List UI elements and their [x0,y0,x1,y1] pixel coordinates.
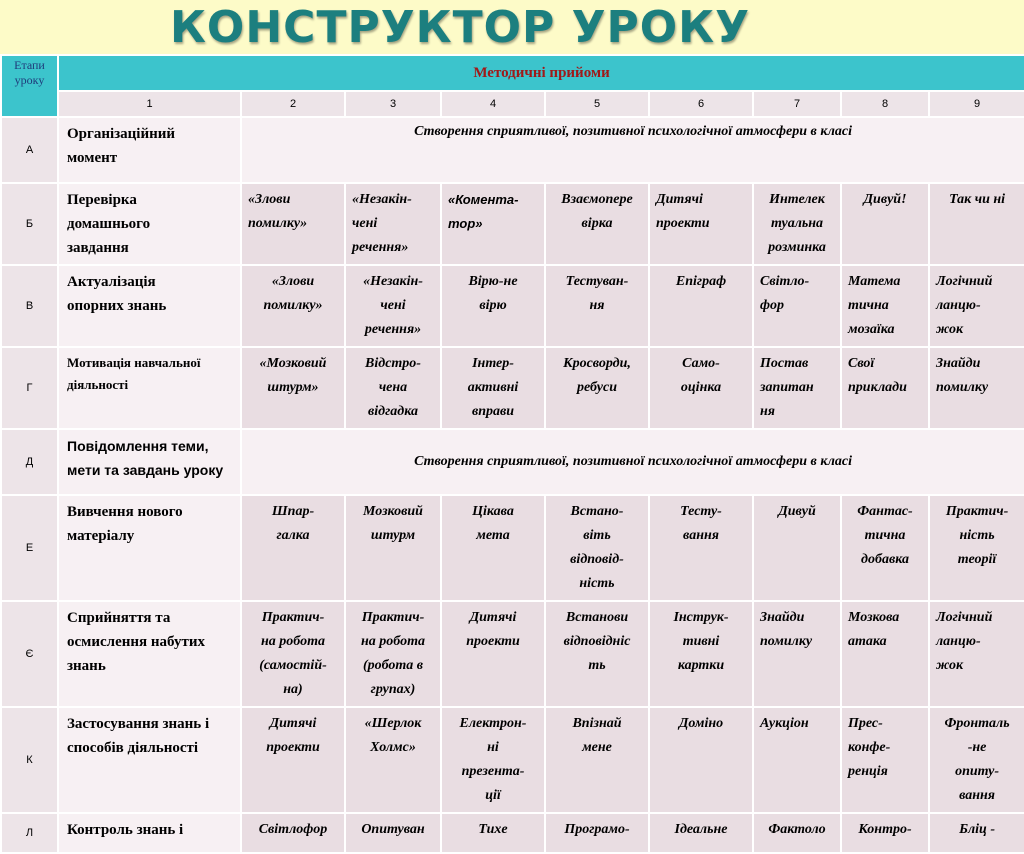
method-cell: Впізнай мене [545,707,649,813]
method-cell: Тихе [441,813,545,853]
stage-code: Д [1,429,58,495]
method-cell: Фронталь -не опиту- вання [929,707,1024,813]
stage-code: Г [1,347,58,429]
method-cell: Знайди помилку [753,601,841,707]
method-cell: Дивуй [753,495,841,601]
method-cell: Фантас- тична добавка [841,495,929,601]
method-cell: Бліц - [929,813,1024,853]
method-cell: Практич- ність теорії [929,495,1024,601]
stage-name: Організаційний момент [58,117,241,183]
stages-header: Етапи уроку [1,55,58,117]
column-number: 2 [241,91,345,117]
stage-name: Повідомлення теми, мети та завдань уроку [58,429,241,495]
method-cell: Мозковий штурм [345,495,441,601]
table-row [1,183,1024,265]
method-cell: Свої приклади [841,347,929,429]
method-cell: Дитячі проекти [649,183,753,265]
table-row [1,813,1024,853]
stage-name: Перевірка домашнього завдання [58,183,241,265]
method-cell: Доміно [649,707,753,813]
column-number: 3 [345,91,441,117]
stage-name: Вивчення нового матеріалу [58,495,241,601]
method-cell: Логічний ланцю- жок [929,601,1024,707]
method-cell: Цікава мета [441,495,545,601]
stage-code: А [1,117,58,183]
method-cell: Контро- [841,813,929,853]
table-row [1,495,1024,601]
method-cell: Постав запитан ня [753,347,841,429]
table-row [1,117,1024,183]
column-number: 5 [545,91,649,117]
method-cell: «Незакін- чені речення» [345,265,441,347]
method-cell: Взаємопере вірка [545,183,649,265]
column-number: 4 [441,91,545,117]
method-cell: «Злови помилку» [241,265,345,347]
method-cell: Аукціон [753,707,841,813]
method-cell: Програмо- [545,813,649,853]
stage-code: Б [1,183,58,265]
column-number: 8 [841,91,929,117]
method-cell: Ідеальне [649,813,753,853]
method-cell: «Мозковий штурм» [241,347,345,429]
method-cell: Дивуй! [841,183,929,265]
method-cell: Інструк- тивні картки [649,601,753,707]
stage-name: Мотивація навчальної діяльності [58,347,241,429]
method-cell: Само- оцінка [649,347,753,429]
method-cell: Дитячі проекти [441,601,545,707]
method-cell: «Шерлок Холмс» [345,707,441,813]
lesson-constructor-table [0,54,1024,854]
merged-method-cell: Створення сприятливої, позитивної психологічної атмосфери в класі [241,117,1024,183]
method-cell: Тесту- вання [649,495,753,601]
stage-code: Е [1,495,58,601]
method-cell: Мозкова атака [841,601,929,707]
method-cell: Встанови відповідніс ть [545,601,649,707]
method-cell: Електрон- ні презента- ції [441,707,545,813]
stage-code: Є [1,601,58,707]
method-cell: «Незакін- чені речення» [345,183,441,265]
method-cell: Кросворди, ребуси [545,347,649,429]
stage-code: Л [1,813,58,853]
stage-name: Актуалізація опорних знань [58,265,241,347]
table-row [1,707,1024,813]
stage-name: Сприйняття та осмислення набутих знань [58,601,241,707]
method-cell: Вірю-не вірю [441,265,545,347]
method-cell: Знайди помилку [929,347,1024,429]
page-title: КОНСТРУКТОР УРОКУ [169,2,751,53]
column-number: 9 [929,91,1024,117]
merged-method-cell: Створення сприятливої, позитивної психологічної атмосфери в класі [241,429,1024,495]
method-cell: Інтер- активні вправи [441,347,545,429]
method-cell: Тестуван- ня [545,265,649,347]
method-cell: Практич- на робота (робота в групах) [345,601,441,707]
table-row [1,601,1024,707]
stage-code: В [1,265,58,347]
methods-header: Методичні прийоми [58,55,1024,91]
method-cell: Опитуван [345,813,441,853]
method-cell: Матема тична мозаїка [841,265,929,347]
method-cell: Дитячі проекти [241,707,345,813]
method-cell: Відстро- чена відгадка [345,347,441,429]
method-cell: Фактоло [753,813,841,853]
stage-name: Застосування знань і способів діяльності [58,707,241,813]
method-cell: Світло- фор [753,265,841,347]
table-row [1,265,1024,347]
method-cell: «Коментa- тор» [441,183,545,265]
method-cell: Шпар- галка [241,495,345,601]
method-cell: Логічний ланцю- жок [929,265,1024,347]
method-cell: Прес- конфе- ренція [841,707,929,813]
method-cell: Практич- на робота (самостій- на) [241,601,345,707]
method-cell: «Злови помилку» [241,183,345,265]
column-number: 6 [649,91,753,117]
method-cell: Интелек туальна розминка [753,183,841,265]
stage-name: Контроль знань і [58,813,241,853]
method-cell: Встано- віть відповід- ність [545,495,649,601]
table-row [1,429,1024,495]
column-number: 1 [58,91,241,117]
method-cell: Епіграф [649,265,753,347]
method-cell: Світлофор [241,813,345,853]
stage-code: К [1,707,58,813]
table-row [1,347,1024,429]
column-number: 7 [753,91,841,117]
method-cell: Так чи ні [929,183,1024,265]
